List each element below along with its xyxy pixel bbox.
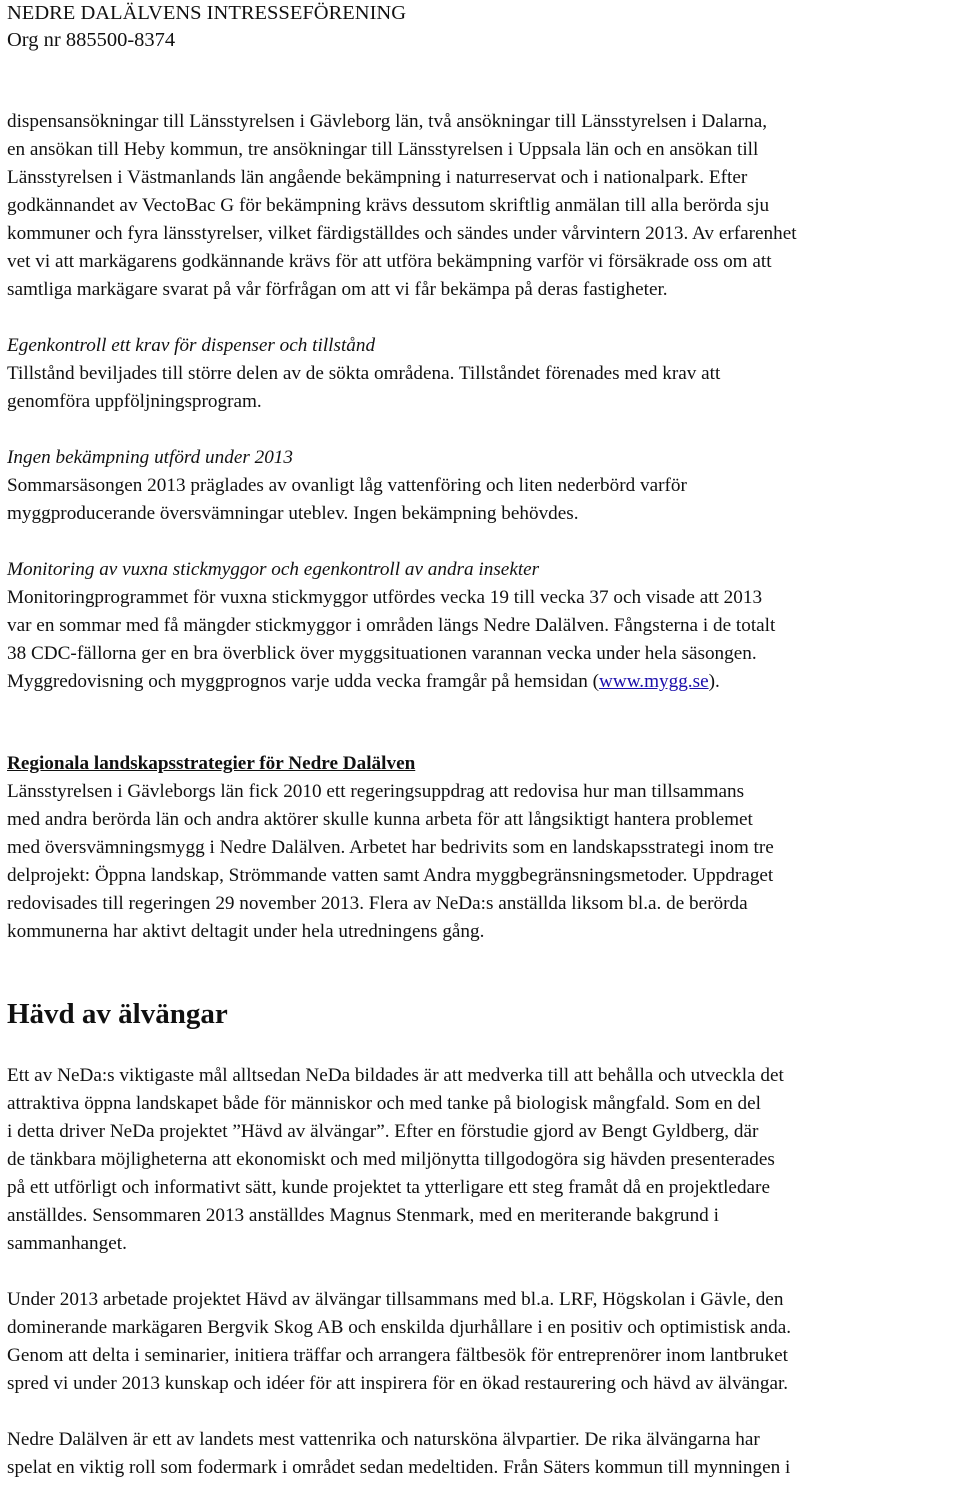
text-line: delprojekt: Öppna landskap, Strömmande vatten samt Andra myggbegränsningsmetoder. Uppdraget (7, 865, 774, 886)
organization-name: NEDRE DALÄLVENS INTRESSEFÖRENING (7, 2, 406, 24)
text-line: en ansökan till Heby kommun, tre ansökningar till Länsstyrelsen i Uppsala län och en ansökan till (7, 139, 759, 160)
text-line: var en sommar med få mängder stickmyggor i områden längs Nedre Dalälven. Fångsterna i de totalt (7, 615, 776, 636)
egenkontroll-section (7, 332, 952, 416)
text-line: sammanhanget. (7, 1233, 127, 1254)
text-line: spred vi under 2013 kunskap och idéer för att inspirera för en ökad restaurering och hävd av älvängar. (7, 1373, 789, 1394)
text-line: med andra berörda län och andra aktörer skulle kunna arbeta för att långsiktigt hantera problemet (7, 809, 753, 830)
text-line (7, 668, 952, 696)
monitoring-last-line-end: ). (708, 671, 720, 692)
text-line: Tillstånd beviljades till större delen av de sökta områdena. Tillståndet förenades med krav att (7, 363, 721, 384)
text-line: Under 2013 arbetade projektet Hävd av älvängar tillsammans med bl.a. LRF, Högskolan i Gävle, den (7, 1289, 784, 1310)
regionala-section (7, 750, 952, 946)
section-heading-monitoring: Monitoring av vuxna stickmyggor och egenkontroll av andra insekter (7, 559, 540, 580)
text-line: 38 CDC-fällorna ger en bra överblick över myggsituationen varannan vecka under hela säsongen. (7, 643, 757, 664)
text-line: vet vi att markägarens godkännande krävs för att utföra bekämpning varför vi försäkrade oss om att (7, 251, 772, 272)
monitoring-section (7, 556, 952, 696)
section-heading-havd: Hävd av älvängar (7, 998, 228, 1030)
havd-paragraph-1 (7, 1062, 952, 1258)
text-line: Ett av NeDa:s viktigaste mål alltsedan NeDa bildades är att medverka till att behålla och utveckla det (7, 1065, 784, 1086)
text-line: Länsstyrelsen i Västmanlands län angående bekämpning i naturreservat och i nationalpark. Efter (7, 167, 748, 188)
text-line: attraktiva öppna landskapet både för människor och med tanke på biologisk mångfald. Som en del (7, 1093, 761, 1114)
text-line: spelat en viktig roll som fodermark i området sedan medeltiden. Från Säters kommun till mynningen i (7, 1457, 791, 1478)
text-line: Länsstyrelsen i Gävleborgs län fick 2010 ett regeringsuppdrag att redovisa hur man tillsammans (7, 781, 745, 802)
text-line: kommunerna har aktivt deltagit under hela utredningens gång. (7, 921, 485, 942)
text-line: i detta driver NeDa projektet ”Hävd av älvängar”. Efter en förstudie gjord av Bengt Gyldberg, där (7, 1121, 759, 1142)
text-line: på ett utförligt och informativt sätt, kunde projektet ta ytterligare ett steg framåt då en projektledare (7, 1177, 770, 1198)
text-line: Genom att delta i seminarier, initiera träffar och arrangera fältbesök för entreprenörer inom lantbruket (7, 1345, 788, 1366)
document-header (7, 0, 406, 54)
text-line: Monitoringprogrammet för vuxna stickmyggor utfördes vecka 19 till vecka 37 och visade att 2013 (7, 587, 763, 608)
havd-paragraph-2 (7, 1286, 952, 1398)
document-body (7, 108, 952, 1482)
text-line: genomföra uppföljningsprogram. (7, 391, 262, 412)
havd-paragraph-3 (7, 1426, 952, 1482)
text-line: myggproducerande översvämningar uteblev. Ingen bekämpning behövdes. (7, 503, 579, 524)
section-heading-ingen-bekampning: Ingen bekämpning utförd under 2013 (7, 447, 293, 468)
monitoring-last-line-text: Myggredovisning och myggprognos varje udda vecka framgår på hemsidan ( (7, 671, 599, 692)
text-line: anställdes. Sensommaren 2013 anställdes Magnus Stenmark, med en meriterande bakgrund i (7, 1205, 719, 1226)
text-line: dispensansökningar till Länsstyrelsen i Gävleborg län, två ansökningar till Länsstyrelsen i Dalarna, (7, 111, 768, 132)
section-heading-regionala: Regionala landskapsstrategier för Nedre Dalälven (7, 753, 416, 774)
text-line: samtliga markägare svarat på vår förfrågan om att vi får bekämpa på deras fastigheter. (7, 279, 668, 300)
ingen-bekampning-section (7, 444, 952, 528)
text-line: Nedre Dalälven är ett av landets mest vattenrika och natursköna älvpartier. De rika älvängarna har (7, 1429, 760, 1450)
text-line: de tänkbara möjligheterna att ekonomiskt och med miljönytta tillgodogöra sig hävden presenterades (7, 1149, 775, 1170)
text-line: godkännandet av VectoBac G för bekämpning krävs dessutom skriftlig anmälan till alla berörda sju (7, 195, 770, 216)
text-line: dominerande markägaren Bergvik Skog AB och enskilda djurhållare i en positiv och optimistisk anda. (7, 1317, 792, 1338)
organization-number: Org nr 885500-8374 (7, 29, 176, 51)
section-heading-egenkontroll: Egenkontroll ett krav för dispenser och tillstånd (7, 335, 376, 356)
text-line: kommuner och fyra länsstyrelser, vilket färdigställdes och sändes under vårvintern 2013. Av erfarenhet (7, 223, 797, 244)
text-line: med översvämningsmygg i Nedre Dalälven. Arbetet har bedrivits som en landskapsstrategi inom tre (7, 837, 774, 858)
dispensations-paragraph (7, 108, 952, 304)
text-line: redovisades till regeringen 29 november 2013. Flera av NeDa:s anställda liksom bl.a. de berörda (7, 893, 748, 914)
text-line: Sommarsäsongen 2013 präglades av ovanligt låg vattenföring och liten nederbörd varför (7, 475, 687, 496)
mygg-website-link[interactable]: www.mygg.se (598, 671, 709, 692)
